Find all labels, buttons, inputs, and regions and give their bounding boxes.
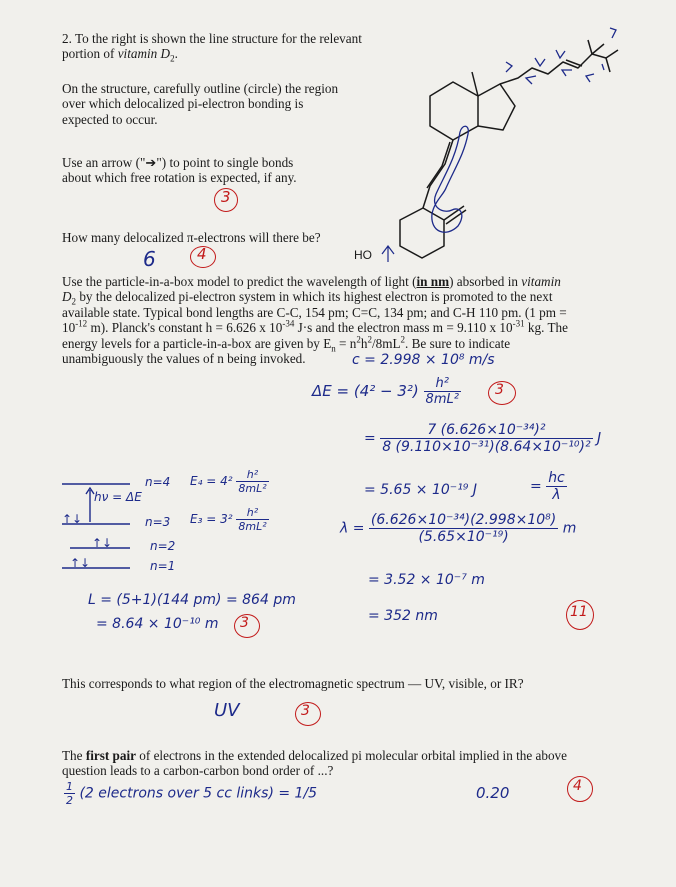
region-answer: UV	[214, 700, 240, 721]
level-n4: n=4	[145, 475, 171, 489]
q2-circle-instruction: On the structure, carefully outline (circle) the region over which delocalized pi-electron bonding is expected to occur.	[62, 81, 339, 127]
energy-e4: E₄ = 4² $\frac{\text{h²}}{\text{8mL²}}$	[190, 468, 267, 495]
hc-over-lambda: = $\frac{hc}{\lambda}$	[530, 470, 565, 503]
wavelength-meters: = 3.52 × 10⁻⁷ m	[368, 572, 485, 588]
bond-order-question: The first pair of electrons in the extended delocalized pi molecular orbital implied in the above question leads to a carbon-carbon bond order of ...?	[62, 748, 568, 779]
photon-energy: hν = ΔE	[94, 490, 142, 504]
pi-electron-count-answer: 6	[143, 247, 156, 271]
spectrum-region-question: This corresponds to what region of the electromagnetic spectrum — UV, visible, or IR?	[62, 676, 524, 691]
box-length: L = (5+1)(144 pm) = 864 pm	[88, 592, 296, 608]
level-n1: n=1	[150, 559, 176, 573]
pib-paragraph: Use the particle-in-a-box model to predict the wavelength of light (in nm) absorbed in vitamin $D_2$ by the delocalized pi-electron system in which its highest electron is promoted to the next available state. Typical bond lengths are C-C, 154 pm; C=C, 134 pm; and C-H 110 pm. (1 pm = $10^{-12}$ m). Planck's constant h = 6.626 x $10^{-34}$ J·s and the electron mass m = 9.110 x $10^{-31}$ kg. The energy levels for a particle-in-a-box are given by $E_n = n^2h^2/8mL^2$. Be sure to indicate unambiguously the values of n being invoked.	[62, 274, 568, 367]
q2-count-question: How many delocalized π-electrons will there be?	[62, 230, 321, 245]
score-nm: 11	[570, 604, 588, 620]
score-count: 4	[197, 245, 207, 263]
energy-result: = 5.65 × 10⁻¹⁹ J	[364, 482, 477, 498]
q2-arrow-instruction: Use an arrow ("➔") to point to single bonds about which free rotation is expected, if any.	[62, 155, 297, 186]
bond-order-answer: 0.20	[476, 784, 510, 802]
bond-order-work: $\frac{1}{2}$ (2 electrons over 5 cc links) = 1/5	[66, 780, 318, 807]
score-de: 3	[495, 382, 504, 398]
speed-of-light: c = 2.998 × 10⁸ m/s	[352, 352, 495, 368]
wavelength-nm: = 352 nm	[368, 608, 438, 624]
electrons-n2: ↑↓	[92, 536, 113, 550]
vitamin-d2-structure	[354, 18, 676, 268]
score-bond: 4	[573, 778, 582, 794]
level-n3: n=3	[145, 515, 171, 529]
delta-e-formula: ΔE = (4² − 3²) $\frac{\text{h²}}{\text{8mL²}}$	[312, 376, 459, 407]
score-arrow: 3	[221, 188, 231, 206]
wavelength-formula: λ = $\frac{\text{(6.626×10⁻³⁴)(2.998×10⁸)}}{\text{(5.65×10⁻¹⁹)}}$ m	[340, 512, 577, 545]
box-length-meters: = 8.64 × 10⁻¹⁰ m	[96, 616, 219, 632]
energy-calculation: = $\frac{\text{7 (6.626×10⁻³⁴)²}}{\text{8 (9.110×10⁻³¹)(8.64×10⁻¹⁰)²}}$ J	[364, 422, 602, 455]
ho-label: HO	[354, 248, 372, 262]
score-uv: 3	[301, 703, 310, 719]
electrons-n3: ↑↓	[62, 512, 83, 526]
q2-intro: 2. To the right is shown the line structure for the relevant portion of vitamin $D_2$.	[62, 31, 362, 65]
electrons-n1: ↑↓	[70, 556, 91, 570]
score-L: 3	[240, 615, 249, 631]
level-n2: n=2	[150, 539, 176, 553]
energy-e3: E₃ = 3² $\frac{\text{h²}}{\text{8mL²}}$	[190, 506, 267, 533]
